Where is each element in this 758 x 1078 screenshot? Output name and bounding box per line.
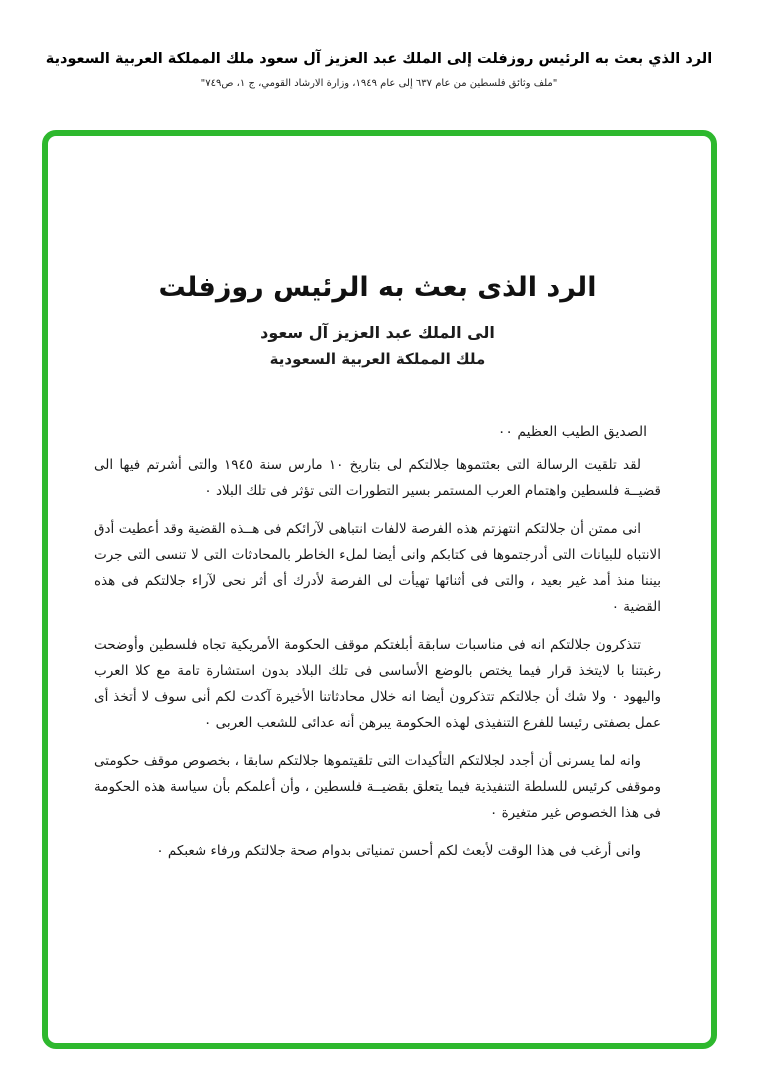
letter-paragraph-2: انى ممتن أن جلالتكم انتهزتم هذه الفرصة لالفات انتباهى لآرائكم فى هــذه القضية وقد أعطيت أدق الانتباه للبيانات التى أدرجتموها فى كتابكم وانى أيضا لملء الخاطر بالمحادثات التى لا تنسى التى جرت بيننا منذ أمد غير بعيد ، والتى فى أثنائها تهيأت لى الفرصة لأدرك أى أثر نحى لآراء جلالتكم فى هذه القضية ٠ (94, 521, 661, 615)
letter-subtitle-recipient: الى الملك عبد العزيز آل سعود (260, 323, 495, 342)
letter-salutation: الصديق الطيب العظيم ٠٠ (497, 424, 647, 440)
letter-paragraph-1: لقد تلقيت الرسالة التى بعثتموها جلالتكم لى بتاريخ ١٠ مارس سنة ١٩٤٥ والتى أشرتم فيها الى قضيــة فلسطين واهتمام العرب المستمر بسير التطورات التى تؤثر فى تلك البلاد ٠ (94, 457, 661, 499)
header-citation: "ملف وثائق فلسطين من عام ٦٣٧ إلى عام ١٩٤٩، وزارة الارشاد القومي، ج ١، ص٧٤٩" (200, 78, 558, 89)
letter-subtitle-kingdom: ملك المملكة العربية السعودية (269, 350, 486, 368)
letter-paragraph-5: وانى أرغب فى هذا الوقت لأبعث لكم أحسن تمنياتى بدوام صحة جلالتكم ورفاء شعبكم ٠ (156, 843, 641, 859)
header-title: الرد الذي بعث به الرئيس روزفلت إلى الملك عبد العزيز آل سعود ملك المملكة العربية السعودية (45, 51, 713, 67)
letter-title: الرد الذى بعث به الرئيس روزفلت (158, 272, 597, 303)
letter-paragraph-4: وانه لما يسرنى أن أجدد لجلالتكم التأكيدات التى تلقيتموها جلالتكم سابقا ، بخصوص موقف حكومتى وموقفى كرئيس للسلطة التنفيذية فيما يتعلق بقضيــة فلسطين ، وأن أعلمكم بأن سياسة هذه الحكومة فى هذا الخصوص غير متغيرة ٠ (94, 753, 661, 821)
page-header (0, 48, 758, 89)
letter-paragraph-3: تتذكرون جلالتكم انه فى مناسبات سابقة أبلغتكم موقف الحكومة الأمريكية تجاه فلسطين وأوضحت رغبتنا با لايتخذ قرار فيما يختص بالوضع الأساسى فى تلك البلاد بدون استشارة تامة مع كلا العرب واليهود ٠ ولا شك أن جلالتكم تتذكرون أيضا انه خلال محادثاتنا الأخيرة آكدت لكم أنى سوف لا أتخذ أى عمل بصفتى رئيسا للفرع التنفيذى لهذه الحكومة يبرهن أنه عدائى للشعب العربى ٠ (94, 637, 661, 731)
scanned-letter (48, 136, 711, 864)
document-frame (42, 130, 717, 1049)
